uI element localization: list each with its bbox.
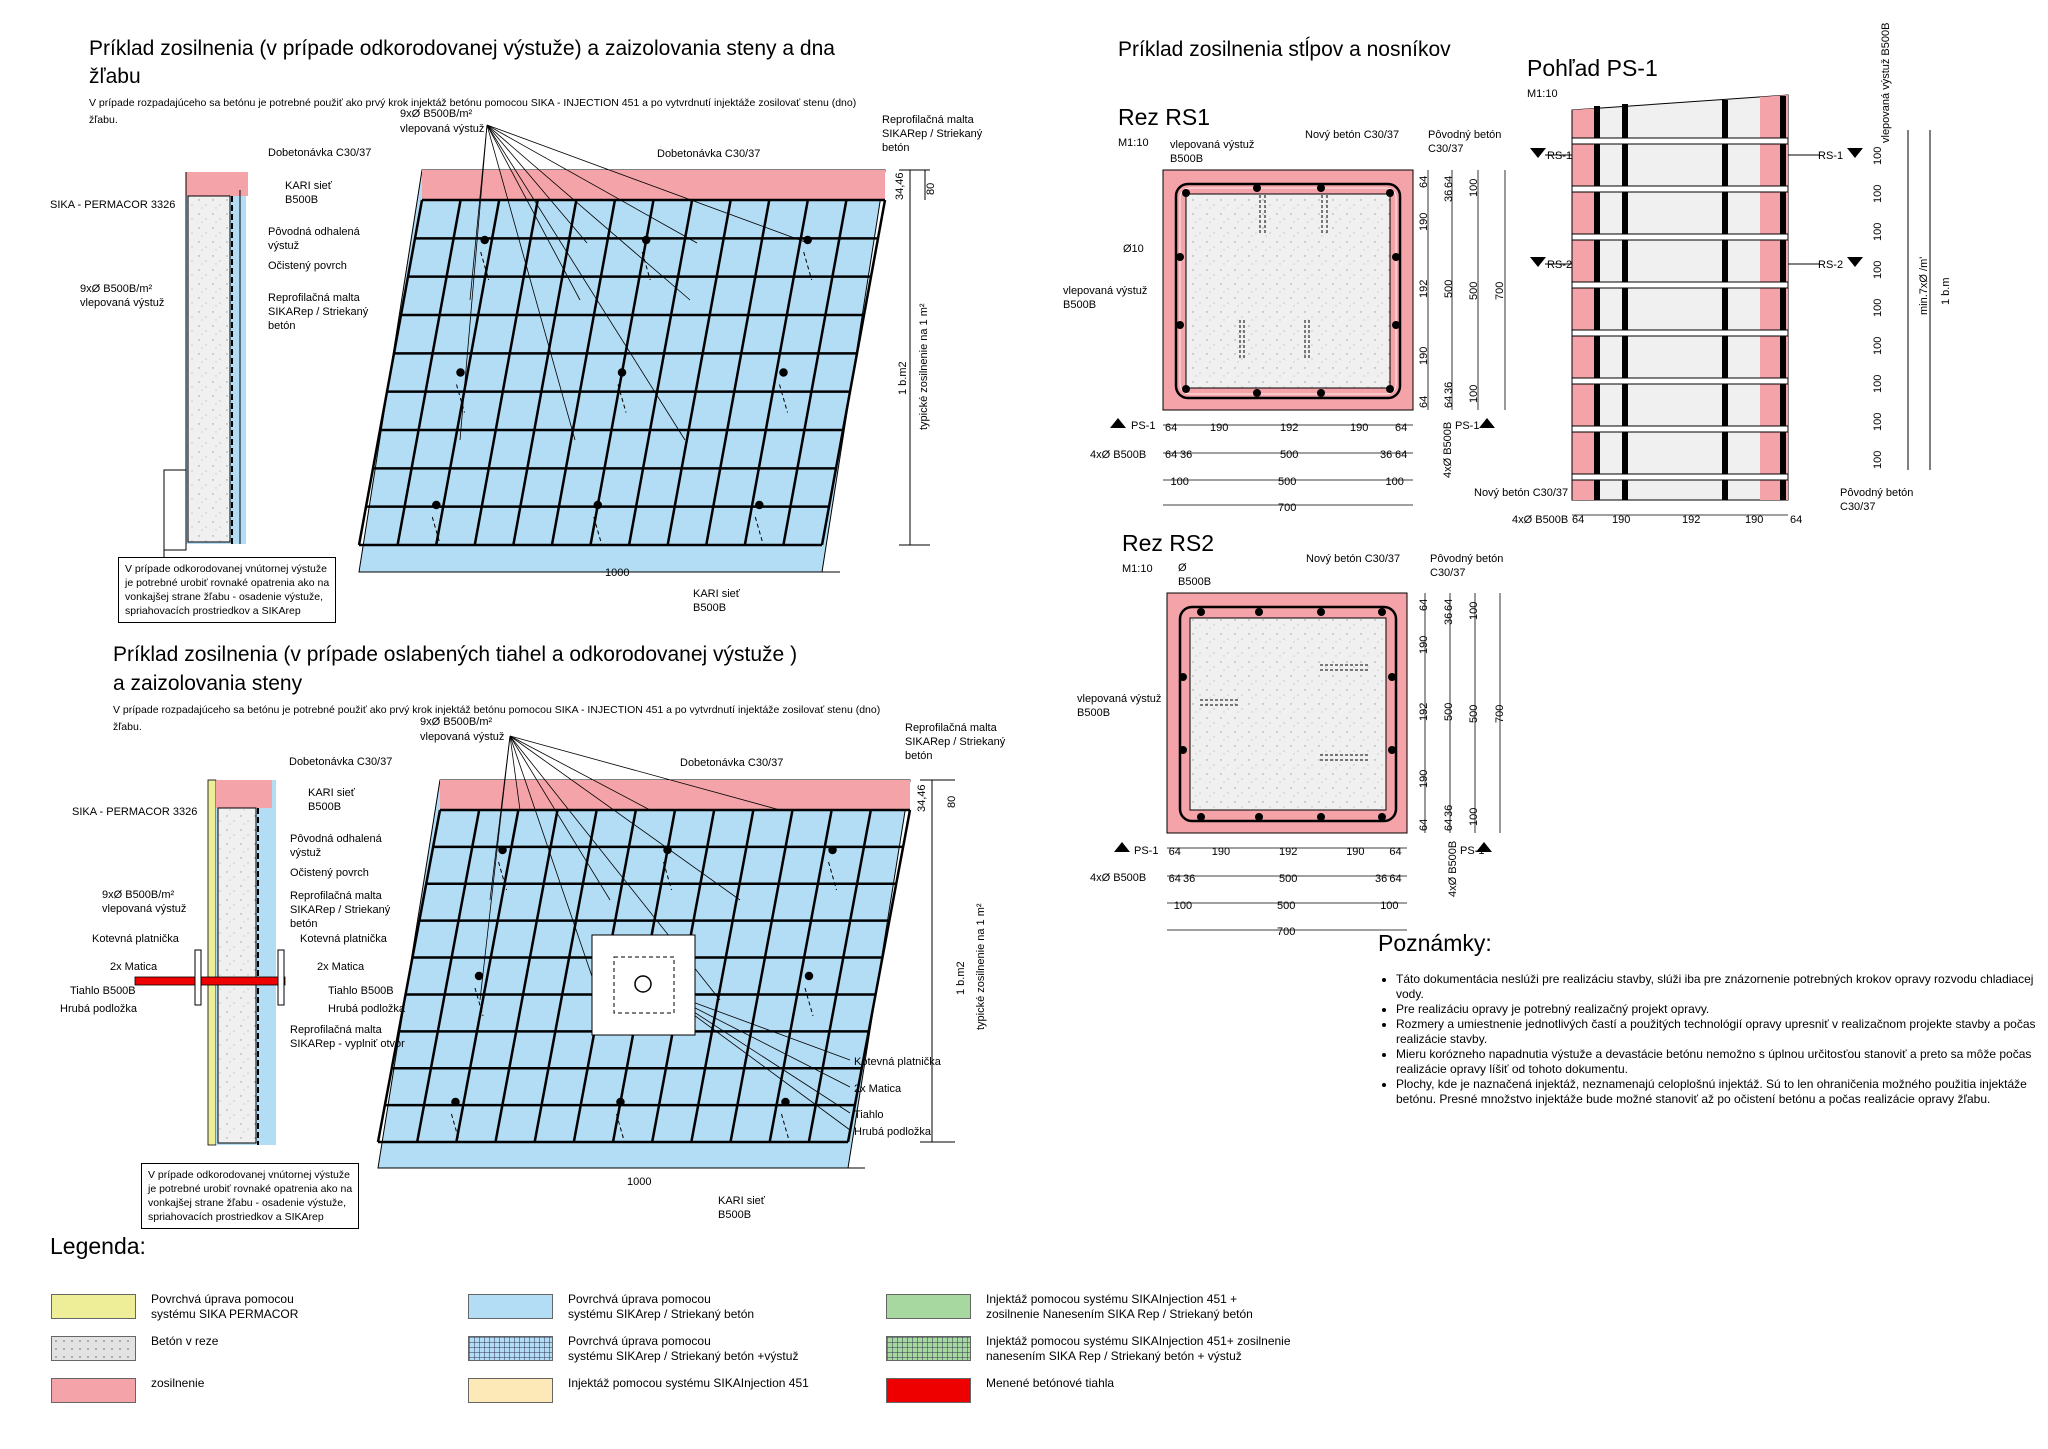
dimension-label: 36: [1180, 449, 1193, 461]
legend-label-line: Povrchvá úprava pomocou: [151, 1292, 294, 1306]
ps1-novy: Nový betón C30/37: [1474, 487, 1569, 499]
s1-top-reprof: Reprofilačná malta: [882, 114, 974, 126]
s1-top-reprof-2: SIKARep / Striekaný: [882, 128, 983, 140]
dimension-label: 100: [1380, 900, 1399, 912]
ps1-bar: [1572, 282, 1788, 288]
ps1-elevation: [1530, 95, 1930, 515]
dimension-label: 100: [1385, 476, 1404, 488]
dimension-label: 36: [1443, 804, 1455, 817]
ps1-bar: [1572, 426, 1788, 432]
s2-dim-3446: 34,46: [916, 784, 928, 812]
s2-panel: [378, 736, 955, 1168]
s2-top-reprof-2: SIKARep / Striekaný: [905, 736, 1006, 748]
s1-desc: V prípade rozpadajúceho sa betónu je potrebné použiť ako prvý krok injektáž betónu pomocou SIKA - INJECTION 451 a po vytvrdnutí injektáže zosilovať stenu (dno): [89, 97, 857, 109]
dimension-label: 100: [1872, 450, 1884, 469]
dimension-label: 36: [1443, 381, 1455, 394]
s1-permacor: SIKA - PERMACOR 3326: [50, 199, 176, 211]
s2-dim-80: 80: [946, 795, 958, 808]
rs2-ps1: PS-1: [1134, 845, 1159, 857]
dimension-label: 190: [1418, 346, 1430, 366]
dimension-label: 500: [1279, 873, 1298, 885]
s1-dim-3446: 34,46: [894, 172, 906, 200]
dimension-label: 192: [1280, 422, 1299, 434]
rs2-vlep-2: B500B: [1077, 707, 1111, 719]
anchor-dot: [806, 973, 812, 979]
rs2-title: Rez RS2: [1122, 530, 1215, 556]
dimension-label: 190: [1350, 422, 1369, 434]
dimension-label: 500: [1280, 449, 1299, 461]
legend-label: [568, 1292, 754, 1322]
note-item: • Rozmery a umiestnenie jednotlivých častí a použitých technológií opravy upresniť v realizačnom projekte stavby a počas realizácie stavby.: [1396, 1017, 2048, 1047]
dimension-label: 100: [1170, 476, 1189, 488]
dimension-label: 64: [1418, 598, 1430, 611]
s2-kotevna: Kotevná platnička: [300, 933, 387, 945]
ps1-min: min.7xØ /m': [1918, 256, 1930, 315]
legend-swatch: [886, 1294, 971, 1319]
ps1-povodny: Pôvodný betón: [1840, 487, 1914, 499]
s2-reprof2: Reprofilačná malta: [290, 1024, 382, 1036]
dimension-label: 500: [1277, 900, 1296, 912]
rs2-bars-v: 4xØ B500B: [1447, 840, 1459, 897]
anchor-dot: [500, 847, 506, 853]
dimension-label: 100: [1872, 412, 1884, 431]
rs1-ps1: PS-1: [1131, 420, 1156, 432]
anchor-dot: [756, 502, 762, 508]
s2-matica-left: 2x Matica: [110, 961, 158, 973]
legend-swatch: [468, 1378, 553, 1403]
s2-kari-b: KARI sieť: [718, 1195, 765, 1207]
dimension-label: 190: [1346, 846, 1365, 858]
anchor-dot: [643, 237, 649, 243]
rs2-d-2: B500B: [1178, 576, 1212, 588]
s1-kari-2: B500B: [285, 194, 319, 206]
legend-label-line: Injektáž pomocou systému SIKAInjection 451: [568, 1376, 809, 1390]
s2-top-reprof: Reprofilačná malta: [905, 722, 997, 734]
rs1-vlep2: vlepovaná výstuž: [1063, 285, 1148, 297]
ps1-bm: 1 b.m: [1940, 277, 1952, 305]
s1-title: Príklad zosilnenia (v prípade odkorodovanej výstuže) a zaizolovania steny a dna: [89, 37, 835, 60]
dimension-label: 64: [1418, 819, 1430, 832]
dimension-label: 36: [1380, 449, 1393, 461]
ps1-rs2: RS-2: [1547, 259, 1573, 271]
s1-dim-side: 1 b.m2: [897, 361, 909, 395]
s1-note-line: V prípade odkorodovanej vnútornej výstuže: [125, 563, 327, 575]
s2-tiahlo-left: Tiahlo B500B: [70, 985, 136, 997]
s2-r-hruba: Hrubá podložka: [854, 1126, 932, 1138]
s2-note-line: spriahovacích prostriedkov a SIKArep: [148, 1211, 324, 1223]
s1-reprof-2: SIKARep / Striekaný: [268, 306, 369, 318]
anchor-dot: [458, 370, 464, 376]
dimension-label: 36: [1183, 873, 1196, 885]
dimension-label: 64: [1165, 449, 1178, 461]
rs2-vlep: vlepovaná výstuž: [1077, 693, 1162, 705]
s2-dim-side-2: typické zosilnenie na 1 m²: [975, 903, 987, 1030]
dimension-label: 500: [1278, 476, 1297, 488]
ps1-bars: 4xØ B500B: [1512, 514, 1569, 526]
s1-note-line: je potrebné urobiť rovnaké opatrenia ako na: [125, 577, 330, 589]
s1-top-vlep-2: vlepovaná výstuž: [400, 123, 485, 135]
legend-label-line: Povrchvá úprava pomocou: [568, 1334, 711, 1348]
dimension-label: 500: [1468, 704, 1480, 723]
s2-desc-2: žľabu.: [113, 721, 142, 733]
dimension-label: 700: [1494, 281, 1506, 300]
s2-desc: V prípade rozpadajúceho sa betónu je potrebné použiť ako prvý krok injektáž betónu pomocou SIKA - INJECTION 451 a po vytvrdnutí injektáže zosilovať stenu (dno): [113, 704, 881, 716]
anchor-dot: [830, 847, 836, 853]
dimension-label: 190: [1418, 635, 1430, 654]
s2-hruba-left: Hrubá podložka: [60, 1003, 138, 1015]
dimension-label: 100: [1872, 184, 1884, 203]
s2-vlep-2: vlepovaná výstuž: [102, 903, 187, 915]
legend-label: [151, 1292, 298, 1322]
s1-kari-b-2: B500B: [693, 602, 727, 614]
dimension-label: 100: [1872, 260, 1884, 279]
rs2-scale: M1:10: [1122, 563, 1153, 575]
s2-ocisteny: Očistený povrch: [290, 867, 369, 879]
rs2-novy: Nový betón C30/37: [1306, 553, 1401, 565]
legend-label-line: Injektáž pomocou systému SIKAInjection 451 +: [986, 1292, 1238, 1306]
dimension-label: 64: [1389, 846, 1402, 858]
s1-title-2: žľabu: [89, 65, 141, 88]
legend-swatch: [51, 1378, 136, 1403]
legend-label-line: zosilnenie: [151, 1376, 205, 1390]
dimension-label: 100: [1468, 601, 1480, 620]
legend-label: [986, 1334, 1291, 1364]
ps1-bar: [1572, 474, 1788, 480]
s2-hruba: Hrubá podložka: [328, 1003, 406, 1015]
anchor-dot: [452, 1099, 458, 1105]
s2-povodna: Pôvodná odhalená: [290, 833, 382, 845]
rs1-ps1r: PS-1: [1455, 420, 1480, 432]
legend-label: [986, 1292, 1253, 1322]
note-item: • Táto dokumentácia neslúži pre realizáciu stavby, slúži iba pre znázornenie potrebných krokov opravy rozvodu chladiacej vody.: [1396, 972, 2048, 1002]
s1-dobetonavka: Dobetonávka C30/37: [268, 147, 372, 159]
dimension-label: 64: [1165, 422, 1178, 434]
s2-kotevna-left: Kotevná platnička: [92, 933, 179, 945]
rs2-bars: 4xØ B500B: [1090, 872, 1147, 884]
s1-ocisteny: Očistený povrch: [268, 260, 347, 272]
ps1-scale: M1:10: [1527, 88, 1558, 100]
rs1-bars-v: 4xØ B500B: [1442, 421, 1454, 478]
note-item: • Mieru korózneho napadnutia výstuže a devastácie betónu nemožno s úplnou určitosťou stanoviť a preto sa môže počas realizácie opravy líšiť od tohoto dokumentu.: [1396, 1047, 2048, 1077]
dimension-label: 190: [1418, 212, 1430, 231]
notes-title: Poznámky:: [1378, 930, 1492, 956]
anchor-dot: [595, 502, 601, 508]
rs1-title: Rez RS1: [1118, 104, 1211, 130]
dimension-label: 100: [1468, 807, 1480, 827]
legend-label-line: Injektáž pomocou systému SIKAInjection 451+ zosilnenie: [986, 1334, 1291, 1348]
note-item: • Plochy, kde je naznačená injektáž, neznamenajú celoplošnú injektáž. Sú to len ohraničenia možného použitia injektáže betónu. Presné množstvo injektáže bude možné stanoviť až po očistení betónu a počas realizácie opravy žľabu.: [1396, 1077, 2048, 1107]
s2-top-dob: Dobetonávka C30/37: [680, 757, 784, 769]
s2-vlep: 9xØ B500B/m²: [102, 889, 175, 901]
s1-note-line: spriahovacích prostriedkov a SIKArep: [125, 605, 301, 617]
dimension-label: 100: [1872, 298, 1884, 317]
ps1-bar: [1572, 234, 1788, 240]
dimension-label: 64: [1790, 514, 1803, 526]
s2-kari-2: B500B: [308, 801, 342, 813]
s1-top-reprof-3: betón: [882, 142, 910, 154]
s2-permacor: SIKA - PERMACOR 3326: [72, 806, 198, 818]
dimension-label: 500: [1443, 702, 1455, 721]
dimension-label: 700: [1494, 704, 1506, 723]
s2-dim-1000: 1000: [627, 1176, 652, 1188]
legend-label: [986, 1376, 1114, 1391]
s2-note: [141, 1163, 359, 1229]
legend-label-line: Betón v reze: [151, 1334, 219, 1348]
dimension-label: 64: [1168, 873, 1181, 885]
legend-label-line: nanesením SIKA Rep / Striekaný betón + výstuž: [986, 1349, 1242, 1363]
dimension-label: 100: [1173, 900, 1193, 912]
dimension-label: 64: [1395, 449, 1408, 461]
s2-wall-section: [135, 780, 285, 1145]
legend-label-line: systému SIKArep / Striekaný betón: [568, 1307, 755, 1321]
anchor-dot: [617, 1099, 623, 1105]
ps1-rs1: RS-1: [1547, 150, 1573, 162]
s1-note: [118, 557, 336, 623]
dimension-label: 192: [1418, 702, 1430, 721]
legend-title: Legenda:: [50, 1233, 146, 1259]
legend-label-line: zosilnenie Nanesením SIKA Rep / Striekaný betón: [986, 1307, 1253, 1321]
legend-label-line: Povrchvá úprava pomocou: [568, 1292, 711, 1306]
legend-label-line: systému SIKArep / Striekaný betón +výstuž: [568, 1349, 799, 1363]
dimension-label: 64: [1418, 396, 1430, 409]
anchor-dot: [482, 237, 488, 243]
dimension-label: 36: [1443, 189, 1455, 202]
dimension-label: 64: [1443, 396, 1455, 409]
ps1-title: Pohľad PS-1: [1527, 55, 1658, 81]
s1-vlep: 9xØ B500B/m²: [80, 283, 153, 295]
s2-reprof-3: betón: [290, 918, 318, 930]
dimension-label: 64: [1572, 514, 1585, 526]
dimension-label: 36: [1443, 612, 1455, 625]
dimension-label: 64: [1443, 598, 1455, 611]
rs1-vlep: vlepovaná výstuž: [1170, 139, 1255, 151]
dimension-label: 64: [1443, 175, 1455, 188]
s2-note-line: V prípade odkorodovanej vnútornej výstuže: [148, 1169, 350, 1181]
s1-top-vlep: 9xØ B500B/m²: [400, 108, 473, 120]
s2-reprof-2: SIKARep / Striekaný: [290, 904, 391, 916]
s1-kari-b: KARI sieť: [693, 588, 740, 600]
legend-swatch: [468, 1336, 553, 1361]
dimension-label: 192: [1279, 846, 1298, 858]
dimension-label: 64: [1418, 175, 1430, 188]
s2-reprof2-2: SIKARep - vyplniť otvor: [290, 1038, 405, 1050]
s1-wall-section: [164, 172, 248, 560]
s1-dim-80: 80: [925, 182, 937, 195]
dimension-label: 500: [1443, 279, 1455, 298]
ps1-bar: [1572, 186, 1788, 192]
legend-swatch: [51, 1336, 136, 1361]
anchor-dot: [476, 973, 482, 979]
dimension-label: 36: [1375, 873, 1388, 885]
rs1-vlep-2: B500B: [1170, 153, 1204, 165]
ps1-rs1r: RS-1: [1818, 150, 1844, 162]
s1-povodna-2: výstuž: [268, 240, 300, 252]
dimension-label: 64: [1389, 873, 1402, 885]
ps1-bar: [1572, 330, 1788, 336]
s2-r-kotevna: Kotevná platnička: [854, 1056, 941, 1068]
dimension-label: 64: [1443, 819, 1455, 832]
s2-r-tiahlo: Tiahlo: [854, 1109, 884, 1121]
ps1-povodny-2: C30/37: [1840, 501, 1876, 513]
dimension-label: 100: [1872, 374, 1884, 393]
rs1-bars: 4xØ B500B: [1090, 449, 1147, 461]
legend-swatch: [886, 1378, 971, 1403]
anchor-dot: [619, 370, 625, 376]
s1-reprof-3: betón: [268, 320, 296, 332]
s2-top-vlep-2: vlepovaná výstuž: [420, 731, 505, 743]
legend-label-line: systému SIKA PERMACOR: [151, 1307, 299, 1321]
dimension-label: 64: [1395, 422, 1408, 434]
dimension-label: 100: [1468, 178, 1480, 197]
dimension-label: 190: [1745, 514, 1764, 526]
s2-matica: 2x Matica: [317, 961, 365, 973]
dimension-label: 192: [1682, 514, 1701, 526]
s2-top-vlep: 9xØ B500B/m²: [420, 716, 493, 728]
dimension-label: 500: [1468, 281, 1480, 300]
s2-povodna-2: výstuž: [290, 847, 322, 859]
s1-note-line: vonkajšej strane žľabu - osadenie výstuže,: [125, 591, 324, 603]
legend-label-line: Menené betónové tiahla: [986, 1376, 1115, 1390]
dimension-label: 100: [1872, 222, 1884, 241]
rs2-d: Ø: [1178, 562, 1187, 574]
s2-kari: KARI sieť: [308, 787, 355, 799]
rs1-povodny: Pôvodný betón: [1428, 129, 1502, 141]
note-item: • Pre realizáciu opravy je potrebný realizačný projekt opravy.: [1396, 1002, 2048, 1017]
s1-panel: [359, 125, 930, 572]
rs2-ps1r: PS-1: [1460, 845, 1485, 857]
anchor-dot: [433, 502, 439, 508]
dimension-label: 190: [1418, 769, 1430, 789]
rs1-d10: Ø10: [1123, 243, 1144, 255]
rs1-novy: Nový betón C30/37: [1305, 129, 1400, 141]
legend-label: [568, 1334, 798, 1364]
s2-dobetonavka: Dobetonávka C30/37: [289, 756, 393, 768]
legend-label: [568, 1376, 809, 1391]
s1-vlep-2: vlepovaná výstuž: [80, 297, 165, 309]
s1-top-dob: Dobetonávka C30/37: [657, 148, 761, 160]
s3-title: Príklad zosilnenia stĺpov a nosníkov: [1118, 38, 1451, 61]
s2-dim-side: 1 b.m2: [955, 961, 967, 995]
legend-swatch: [886, 1336, 971, 1361]
dimension-label: 100: [1468, 384, 1480, 404]
anchor-dot: [782, 1099, 788, 1105]
dimension-label: 190: [1210, 422, 1229, 434]
rs1-povodny-2: C30/37: [1428, 143, 1464, 155]
s2-title-2: a zaizolovania steny: [113, 672, 303, 695]
dimension-label: 190: [1211, 846, 1231, 858]
legend-swatch: [468, 1294, 553, 1319]
s1-desc-2: žľabu.: [89, 114, 118, 126]
dimension-label: 700: [1277, 926, 1296, 938]
legend-label: [151, 1334, 218, 1349]
s1-povodna: Pôvodná odhalená: [268, 226, 360, 238]
s2-tiahlo: Tiahlo B500B: [328, 985, 394, 997]
ps1-vlep-top: vlepovaná výstuž B500B: [1880, 22, 1892, 143]
rs2-povodny-2: C30/37: [1430, 567, 1466, 579]
notes-list: [1378, 972, 2048, 1107]
legend-label: [151, 1376, 204, 1391]
s2-reprof: Reprofilačná malta: [290, 890, 382, 902]
s2-r-matica: 2x Matica: [854, 1083, 902, 1095]
dimension-label: 100: [1872, 336, 1884, 355]
ps1-bar: [1572, 378, 1788, 384]
s2-note-line: vonkajšej strane žľabu - osadenie výstuže,: [148, 1197, 347, 1209]
s1-reprof: Reprofilačná malta: [268, 292, 360, 304]
anchor-dot: [781, 370, 787, 376]
s1-dim-1000: 1000: [605, 567, 630, 579]
ps1-rs2r: RS-2: [1818, 259, 1844, 271]
s2-title: Príklad zosilnenia (v prípade oslabených tiahel a odkorodovanej výstuže ): [113, 643, 798, 666]
dimension-label: 64: [1168, 846, 1181, 858]
s1-kari: KARI sieť: [285, 180, 332, 192]
s2-note-line: je potrebné urobiť rovnaké opatrenia ako na: [148, 1183, 353, 1195]
dimension-label: 700: [1278, 502, 1297, 514]
rs1-scale: M1:10: [1118, 137, 1149, 149]
ps1-bar: [1572, 138, 1788, 144]
rs2-povodny: Pôvodný betón: [1430, 553, 1504, 565]
s1-dim-side-2: typické zosilnenie na 1 m²: [918, 303, 930, 430]
dimension-label: 192: [1418, 279, 1430, 298]
s2-top-reprof-3: betón: [905, 750, 933, 762]
rs1-vlep2-2: B500B: [1063, 299, 1097, 311]
dimension-label: 190: [1612, 514, 1631, 526]
dimension-label: 100: [1872, 146, 1884, 165]
legend-swatch: [51, 1294, 136, 1319]
s2-kari-b-2: B500B: [718, 1209, 752, 1221]
